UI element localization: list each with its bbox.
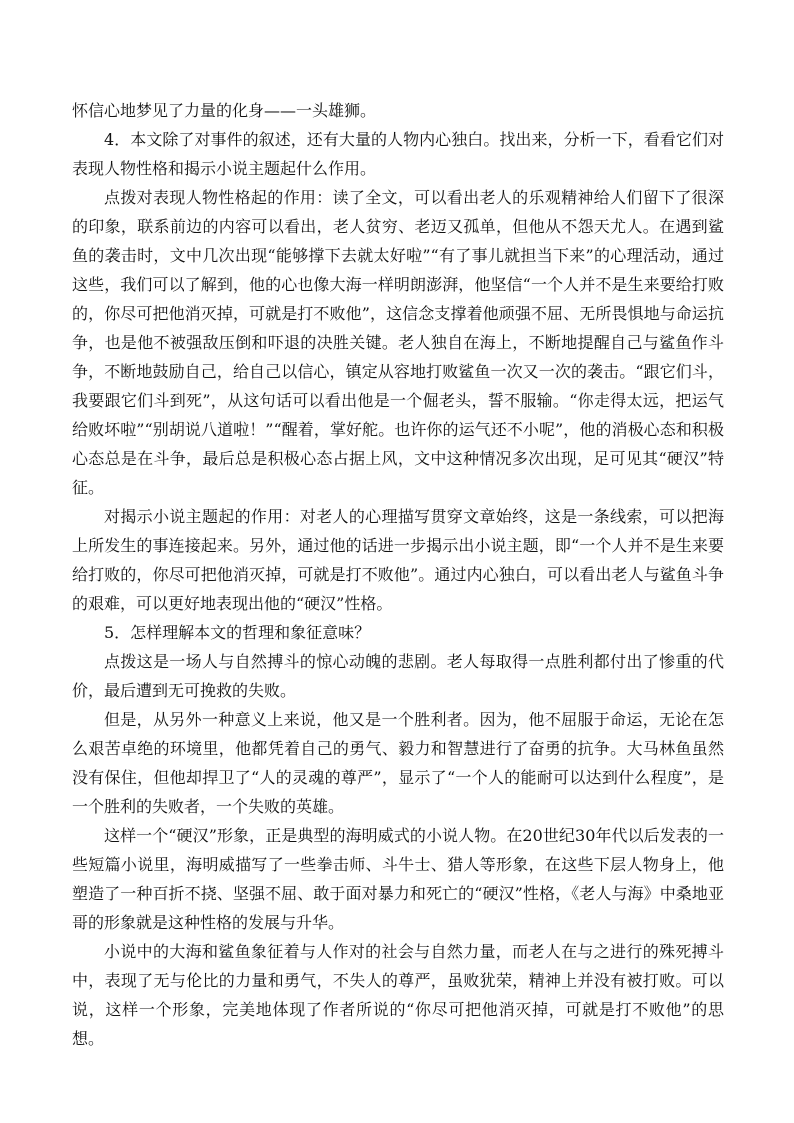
answer-5-tragedy: 点拨这是一场人与自然搏斗的惊心动魄的悲剧。老人每取得一点胜利都付出了惨重的代价，最后遭到无可挽救的失败。 bbox=[72, 652, 724, 700]
paragraph-lion-dream: 怀信心地梦见了力量的化身——一头雄狮。 bbox=[72, 101, 377, 120]
answer-4-theme: 对揭示小说主题起的作用：对老人的心理描写贯穿文章始终，这是一条线索，可以把海上所发生的事连接起来。另外，通过他的话进一步揭示出小说主题，即“一个人并不是生来要给打败的，你尽可把他消灭掉，可就是打不败他”。通过内心独白，可以看出老人与鲨鱼斗争的艰难，可以更好地表现出他的“硬汉”性格。 bbox=[72, 507, 724, 613]
answer-5-hard-man: 这样一个“硬汉”形象，正是典型的海明威式的小说人物。在20世纪30年代以后发表的一些短篇小说里，海明威描写了一些拳击师、斗牛士、猎人等形象，在这些下层人物身上，他塑造了一种百折不挠、坚强不屈、敢于面对暴力和死亡的“硬汉”性格，《老人与海》中桑地亚哥的形象就是这种性格的发展与升华。 bbox=[72, 826, 724, 932]
document-page bbox=[72, 96, 724, 1053]
question-5: 5．怎样理解本文的哲理和象征意味？ bbox=[104, 623, 371, 642]
answer-4-character: 点拨对表现人物性格起的作用：读了全文，可以看出老人的乐观精神给人们留下了很深的印象，联系前边的内容可以看出，老人贫穷、老迈又孤单，但他从不怨天尤人。在遇到鲨鱼的袭击时，文中几次出现“能够撑下去就太好啦”“有了事儿就担当下来”的心理活动，通过这些，我们可以了解到，他的心也像大海一样明朗澎湃，他坚信“一个人并不是生来要给打败的，你尽可把他消灭掉，可就是打不败他”，这信念支撑着他顽强不屈、无所畏惧地与命运抗争，也是他不被强敌压倒和吓退的决胜关键。老人独自在海上，不断地提醒自己与鲨鱼作斗争，不断地鼓励自己，给自己以信心，镇定从容地打败鲨鱼一次又一次的袭击。“跟它们斗，我要跟它们斗到死”，从这句话可以看出他是一个倔老头，誓不服输。“你走得太远，把运气给败坏啦”“别胡说八道啦！”“醒着，掌好舵。也许你的运气还不小呢”，他的消极心态和积极心态总是在斗争，最后总是积极心态占据上风，文中这种情况多次出现，足可见其“硬汉”特征。 bbox=[72, 188, 724, 497]
question-4: 4．本文除了对事件的叙述，还有大量的人物内心独白。找出来，分析一下，看看它们对表现人物性格和揭示小说主题起什么作用。 bbox=[72, 130, 724, 178]
answer-5-symbolism: 小说中的大海和鲨鱼象征着与人作对的社会与自然力量，而老人在与之进行的殊死搏斗中，表现了无与伦比的力量和勇气，不失人的尊严，虽败犹荣，精神上并没有被打败。可以说，这样一个形象，完美地体现了作者所说的“你尽可把他消灭掉，可就是打不败他”的思想。 bbox=[72, 942, 724, 1048]
answer-5-victor: 但是，从另外一种意义上来说，他又是一个胜利者。因为，他不屈服于命运，无论在怎么艰苦卓绝的环境里，他都凭着自己的勇气、毅力和智慧进行了奋勇的抗争。大马林鱼虽然没有保住，但他却捍卫了“人的灵魂的尊严”，显示了“一个人的能耐可以达到什么程度”，是一个胜利的失败者，一个失败的英雄。 bbox=[72, 710, 724, 816]
